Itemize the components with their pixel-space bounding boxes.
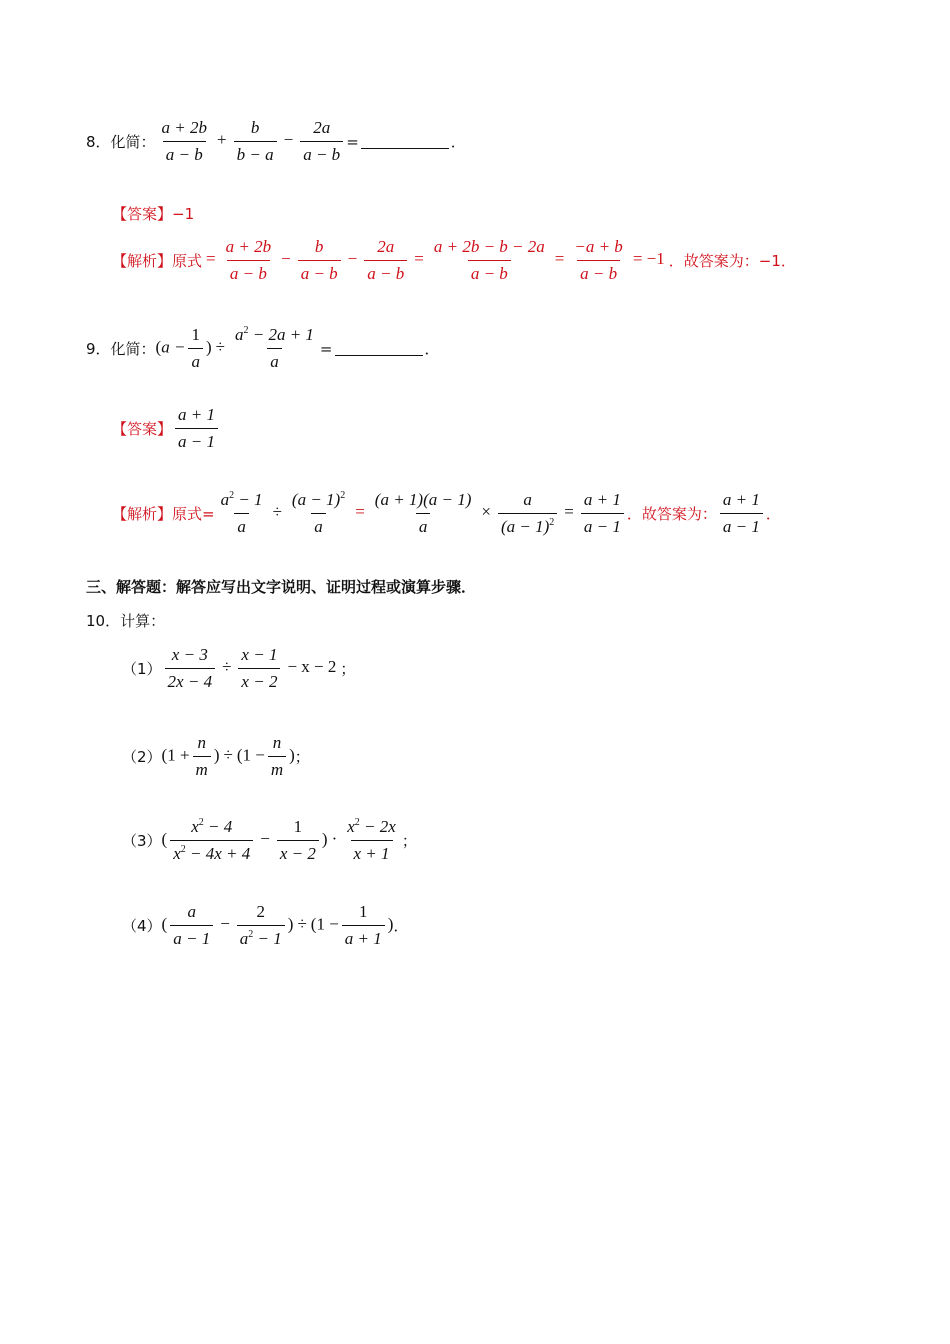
q8-answer (112, 203, 194, 224)
q9-analysis-expression: $\frac{a^2 - 1}{a}$ ÷ $\frac{(a - 1)^2}{a}$ = $\frac{(a + 1)(a - 1)}{a}$ × $\frac{a}{(a - 1)^2}$ = $\frac{a + 1}{a - 1}$ (215, 490, 627, 537)
q8-answer-value: −1 (172, 204, 195, 223)
q8-frac-2: $\frac{b}{b - a}$ (234, 118, 277, 165)
q8-line (86, 118, 466, 165)
q10-part-4-end: ． (393, 917, 409, 935)
q8-frac-1: $\frac{a + 2b}{a - b}$ (161, 118, 208, 164)
q10-part-1-expression: $\frac{x - 3}{2x - 4}$ ÷ $\frac{x - 1}{x - 2}$ − x − 2 (162, 645, 341, 692)
q10-part-2 (122, 733, 310, 780)
q9-answer-value: $\frac{a + 1}{a - 1}$ (172, 405, 221, 452)
q10-part-1-label: （1） (122, 660, 162, 678)
q8-expression: $\frac{a + 2b}{a - b}$ + $\frac{b}{b - a}$ − $\frac{2a}{a - b}$ (156, 118, 347, 165)
q9-analysis-final-end: ． (765, 505, 781, 523)
q10-part-4-label: （4） (122, 917, 162, 935)
q8-frac-3: $\frac{2a}{a - b}$ (300, 118, 343, 165)
q9-equals: = (319, 339, 333, 358)
q8-analysis-expression: = $\frac{a + 2b}{a - b}$ − $\frac{b}{a - b}$ − $\frac{2a}{a - b}$ = $\frac{a + 2b - b - 2a}{a - b}$ = $\frac{-a + b}{a - b}$ = −1 (206, 237, 665, 283)
q8-label: 8．化简： (86, 133, 156, 151)
q9-analysis-final: $\frac{a + 1}{a - 1}$ (717, 490, 766, 537)
q9-analysis-end: ．故答案为： (626, 505, 717, 523)
q8-answer-tag: 【答案】 (112, 205, 173, 223)
q10-part-4 (122, 902, 408, 949)
section-3-heading: 三、解答题：解答应写出文字说明、证明过程或演算步骤． (86, 578, 477, 596)
q9-analysis-tag: 【解析】原式= (112, 505, 215, 523)
q8-analysis-tag: 【解析】原式 (112, 252, 203, 270)
q8-equals: = (346, 132, 359, 151)
q10-part-3-end: ； (401, 832, 417, 850)
q10-part-1-end: ； (340, 660, 356, 678)
q8-analysis-final: −1． (758, 252, 796, 270)
q10-part-1 (122, 645, 355, 692)
q10-part-3-label: （3） (122, 832, 162, 850)
q9-expression: (a − $\frac{1}{a}$ ) ÷ $\frac{a^2 - 2a + 1}{a}$ (155, 325, 314, 371)
q8-end: ． (450, 133, 466, 151)
q10-label: 10．计算： (86, 612, 166, 630)
q10-part-3 (122, 817, 417, 864)
q10-part-2-expression: (1 + $\frac{n}{m}$ ) ÷ (1 − $\frac{n}{m}$ ) (161, 733, 295, 779)
q9-line (86, 325, 440, 372)
q10-part-2-end: ； (294, 748, 310, 766)
q10-part-3-expression: ( $\frac{x^2 - 4}{x^2 - 4x + 4}$ − $\frac{1}{x - 2}$ ) · $\frac{x^2 - 2x}{x + 1}$ (161, 817, 396, 863)
q9-label: 9．化简： (86, 340, 156, 358)
q9-answer-tag: 【答案】 (112, 420, 173, 438)
q9-answer (112, 405, 221, 452)
q8-analysis (112, 237, 796, 284)
q8-analysis-end: ．故答案为： (668, 252, 759, 270)
q8-answer-blank (361, 134, 449, 149)
q9-analysis (112, 490, 781, 537)
q10-part-4-expression: ( $\frac{a}{a - 1}$ − $\frac{2}{a^2 - 1}$ ) ÷ (1 − $\frac{1}{a + 1}$ ) (161, 902, 394, 948)
q9-answer-blank (335, 341, 423, 356)
q9-end: ． (424, 340, 440, 358)
q10-part-2-label: （2） (122, 748, 162, 766)
